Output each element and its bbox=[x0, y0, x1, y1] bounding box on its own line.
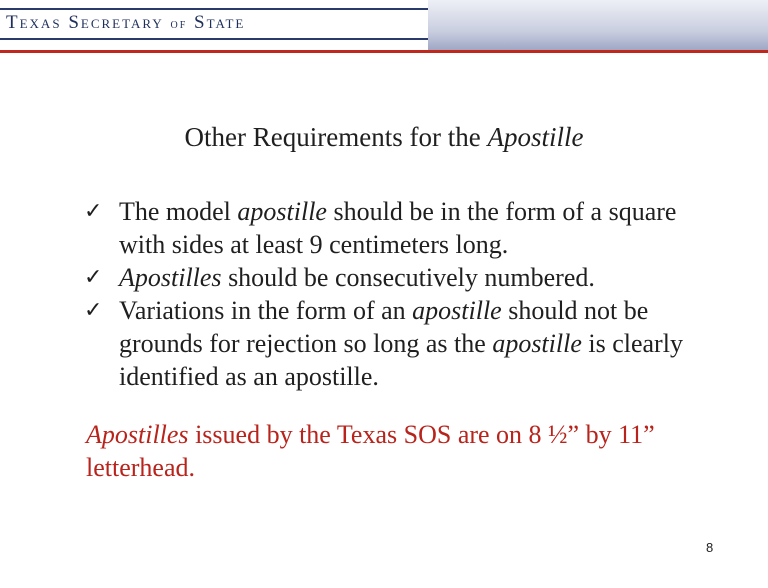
slide-header bbox=[0, 0, 768, 52]
bullet-3-text-3: is clearly identified as an apostille. bbox=[119, 329, 683, 391]
letterhead-note bbox=[86, 418, 706, 484]
header-word-state: State bbox=[194, 12, 246, 33]
header-rule-bottom bbox=[0, 38, 428, 40]
checkmark-icon: ✓ bbox=[84, 199, 103, 224]
bullet-1-italic: apostille bbox=[237, 197, 327, 226]
header-word-texas: Texas bbox=[6, 12, 62, 33]
checkmark-icon: ✓ bbox=[84, 265, 103, 290]
header-accent-bar bbox=[428, 0, 768, 52]
bullet-1-text-1: The model bbox=[119, 197, 238, 226]
bullet-1-text-2: should be in the form of a square with sides at least 9 centimeters long. bbox=[119, 197, 677, 259]
header-accent-line bbox=[0, 50, 768, 53]
checkmark-icon: ✓ bbox=[84, 298, 103, 323]
bullet-3-italic-1: apostille bbox=[412, 296, 502, 325]
page-number: 8 bbox=[706, 540, 714, 555]
slide-title-plain: Other Requirements for the bbox=[184, 122, 488, 152]
bullet-list bbox=[86, 195, 726, 393]
note-italic: Apostilles bbox=[86, 420, 189, 449]
header-word-secretary: Secretary bbox=[68, 12, 164, 33]
slide-title-italic: Apostille bbox=[487, 122, 584, 152]
note-text: issued by the Texas SOS are on 8 ½” by 11” letterhead. bbox=[86, 420, 655, 482]
bullet-2-text: should be consecutively numbered. bbox=[221, 263, 595, 292]
slide-title bbox=[0, 122, 768, 153]
bullet-3-italic-2: apostille bbox=[492, 329, 582, 358]
header-word-of: of bbox=[170, 17, 188, 32]
bullet-2-italic: Apostilles bbox=[119, 263, 222, 292]
bullet-item-3 bbox=[86, 294, 726, 393]
bullet-3-text-2: should not be grounds for rejection so long as the bbox=[119, 296, 649, 358]
header-title bbox=[6, 12, 245, 34]
header-rule-top bbox=[0, 8, 428, 10]
bullet-3-text-1: Variations in the form of an bbox=[119, 296, 413, 325]
bullet-item-1 bbox=[86, 195, 726, 261]
bullet-item-2 bbox=[86, 261, 726, 294]
